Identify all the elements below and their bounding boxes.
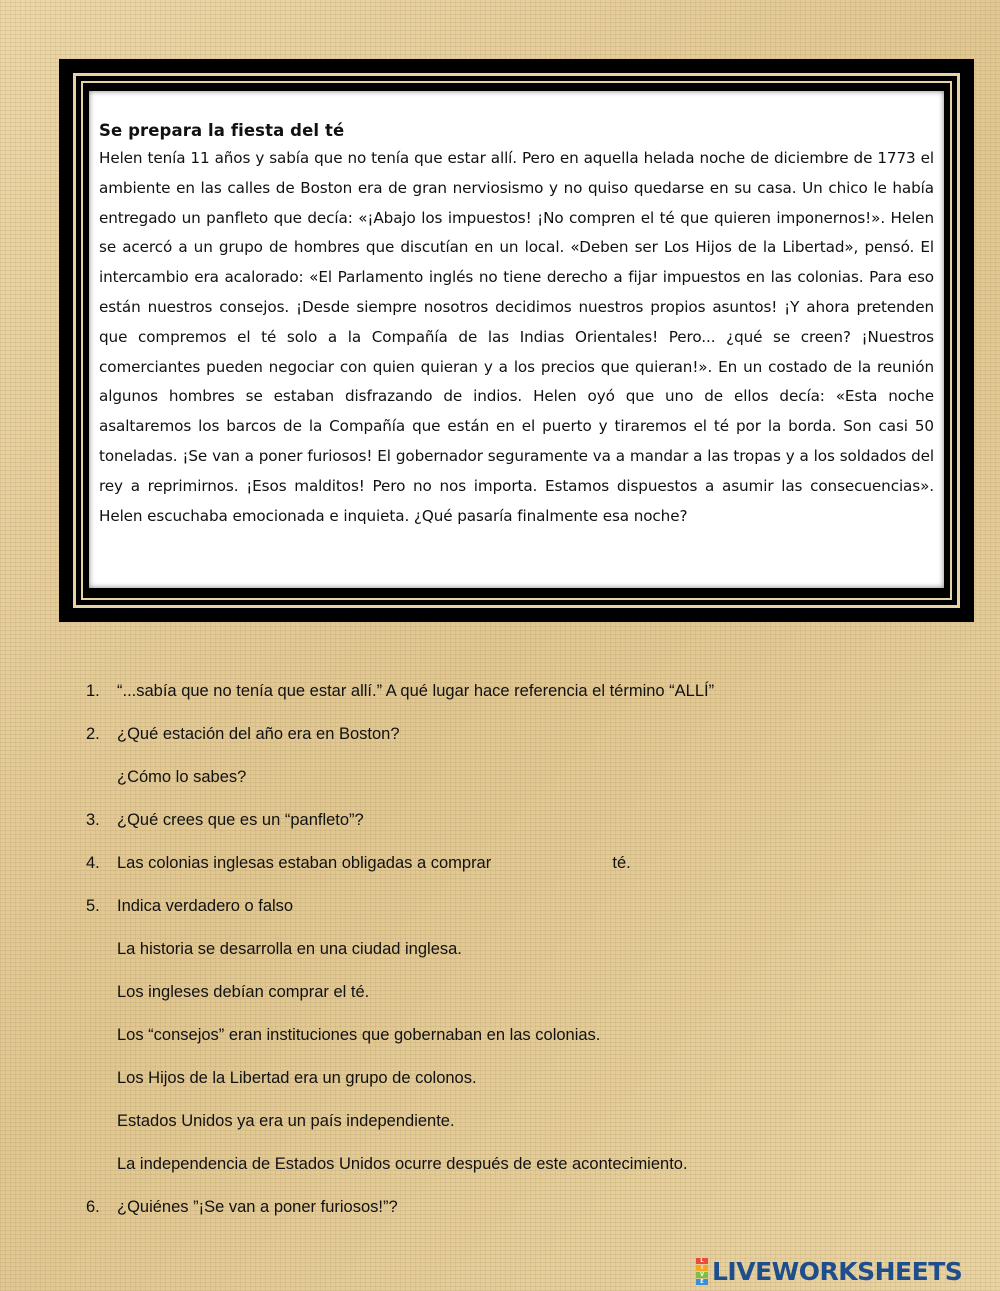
reading-frame [59,59,974,622]
questions-list [86,682,946,1241]
question-text: ¿Qué estación del año era en Boston? [117,725,400,743]
question-text: ¿Qué crees que es un “panfleto”? [117,811,364,829]
question-number: 6. [86,1198,100,1216]
question-1 [86,682,946,725]
logo-blocks-icon [696,1257,708,1285]
question-number: 3. [86,811,100,829]
statement-2 [86,983,946,1026]
logo-block-v: V [696,1272,708,1278]
liveworksheets-logo [696,1256,962,1286]
question-number: 2. [86,725,100,743]
statement-5 [86,1112,946,1155]
question-number: 4. [86,854,100,872]
logo-block-l: L [696,1258,708,1264]
question-number: 1. [86,682,100,700]
logo-block-i: I [696,1265,708,1271]
question-3 [86,811,946,854]
question-text [117,854,631,873]
statement-1 [86,940,946,983]
statement-6 [86,1155,946,1198]
statement-text: Estados Unidos ya era un país independiente. [117,1112,455,1130]
question-text: Indica verdadero o falso [117,897,294,915]
question-subtext: ¿Cómo lo sabes? [117,768,247,786]
logo-text: LIVEWORKSHEETS [712,1256,963,1286]
statement-3 [86,1026,946,1069]
statement-4 [86,1069,946,1112]
reading-text: Helen tenía 11 años y sabía que no tenía que estar allí. Pero en aquella helada noche de diciembre de 1773 el ambiente en las calles de Boston era de gran nerviosismo y no quiso quedarse en su casa. Un chico le había entregado un panfleto que decía: «¡Abajo los impuestos! ¡No compren el té que quieren imponernos!». Helen se acercó a un grupo de hombres que discutían en un local. «Deben ser Los Hijos de la Libertad», pensó. El intercambio era acalorado: «El Parlamento inglés no tiene derecho a fijar impuestos en las colonias. Para eso están nuestros consejos. ¡Desde siempre nosotros decidimos nuestros propios asuntos! ¡Y ahora pretenden que compremos el té solo a la Compañía de las Indias Orientales! Pero... ¿qué se creen? ¡Nuestros comerciantes pueden negociar con quien quieran y a los precios que quieran!». En un costado de la reunión algunos hombres se estaban disfrazando de indios. Helen oyó que uno de ellos decía: «Esta noche asaltaremos los barcos de la Compañía que están en el puerto y tiraremos el té por la borda. Son casi 50 toneladas. ¡Se van a poner furiosos! El gobernador seguramente va a mandar a las tropas y a los soldados del rey a reprimirnos. ¡Esos malditos! Pero no nos importa. Estamos dispuestos a asumir las consecuencias». Helen escuchaba emocionada e inquieta. ¿Qué pasaría finalmente esa noche? [99,149,934,525]
question-number: 5. [86,897,100,915]
reading-title: Se prepara la fiesta del té [99,121,345,140]
question-text-after: té. [612,854,631,872]
question-text: ¿Quiénes ”¡Se van a poner furiosos!”? [117,1198,398,1216]
question-2 [86,725,946,768]
question-5 [86,897,946,940]
statement-text: Los Hijos de la Libertad era un grupo de colonos. [117,1069,477,1087]
statement-text: La historia se desarrolla en una ciudad inglesa. [117,940,462,958]
question-4 [86,854,946,897]
statement-text: La independencia de Estados Unidos ocurre después de este acontecimiento. [117,1155,688,1173]
logo-block-e: E [696,1279,708,1285]
question-text: “...sabía que no tenía que estar allí.” A qué lugar hace referencia el término “ALLÍ” [117,682,715,700]
question-6 [86,1198,946,1241]
reading-box [89,91,944,588]
statement-text: Los ingleses debían comprar el té. [117,983,370,1001]
statement-text: Los “consejos” eran instituciones que gobernaban en las colonias. [117,1026,601,1044]
question-text-before: Las colonias inglesas estaban obligadas a comprar [117,854,492,872]
question-2-sub [86,768,946,811]
